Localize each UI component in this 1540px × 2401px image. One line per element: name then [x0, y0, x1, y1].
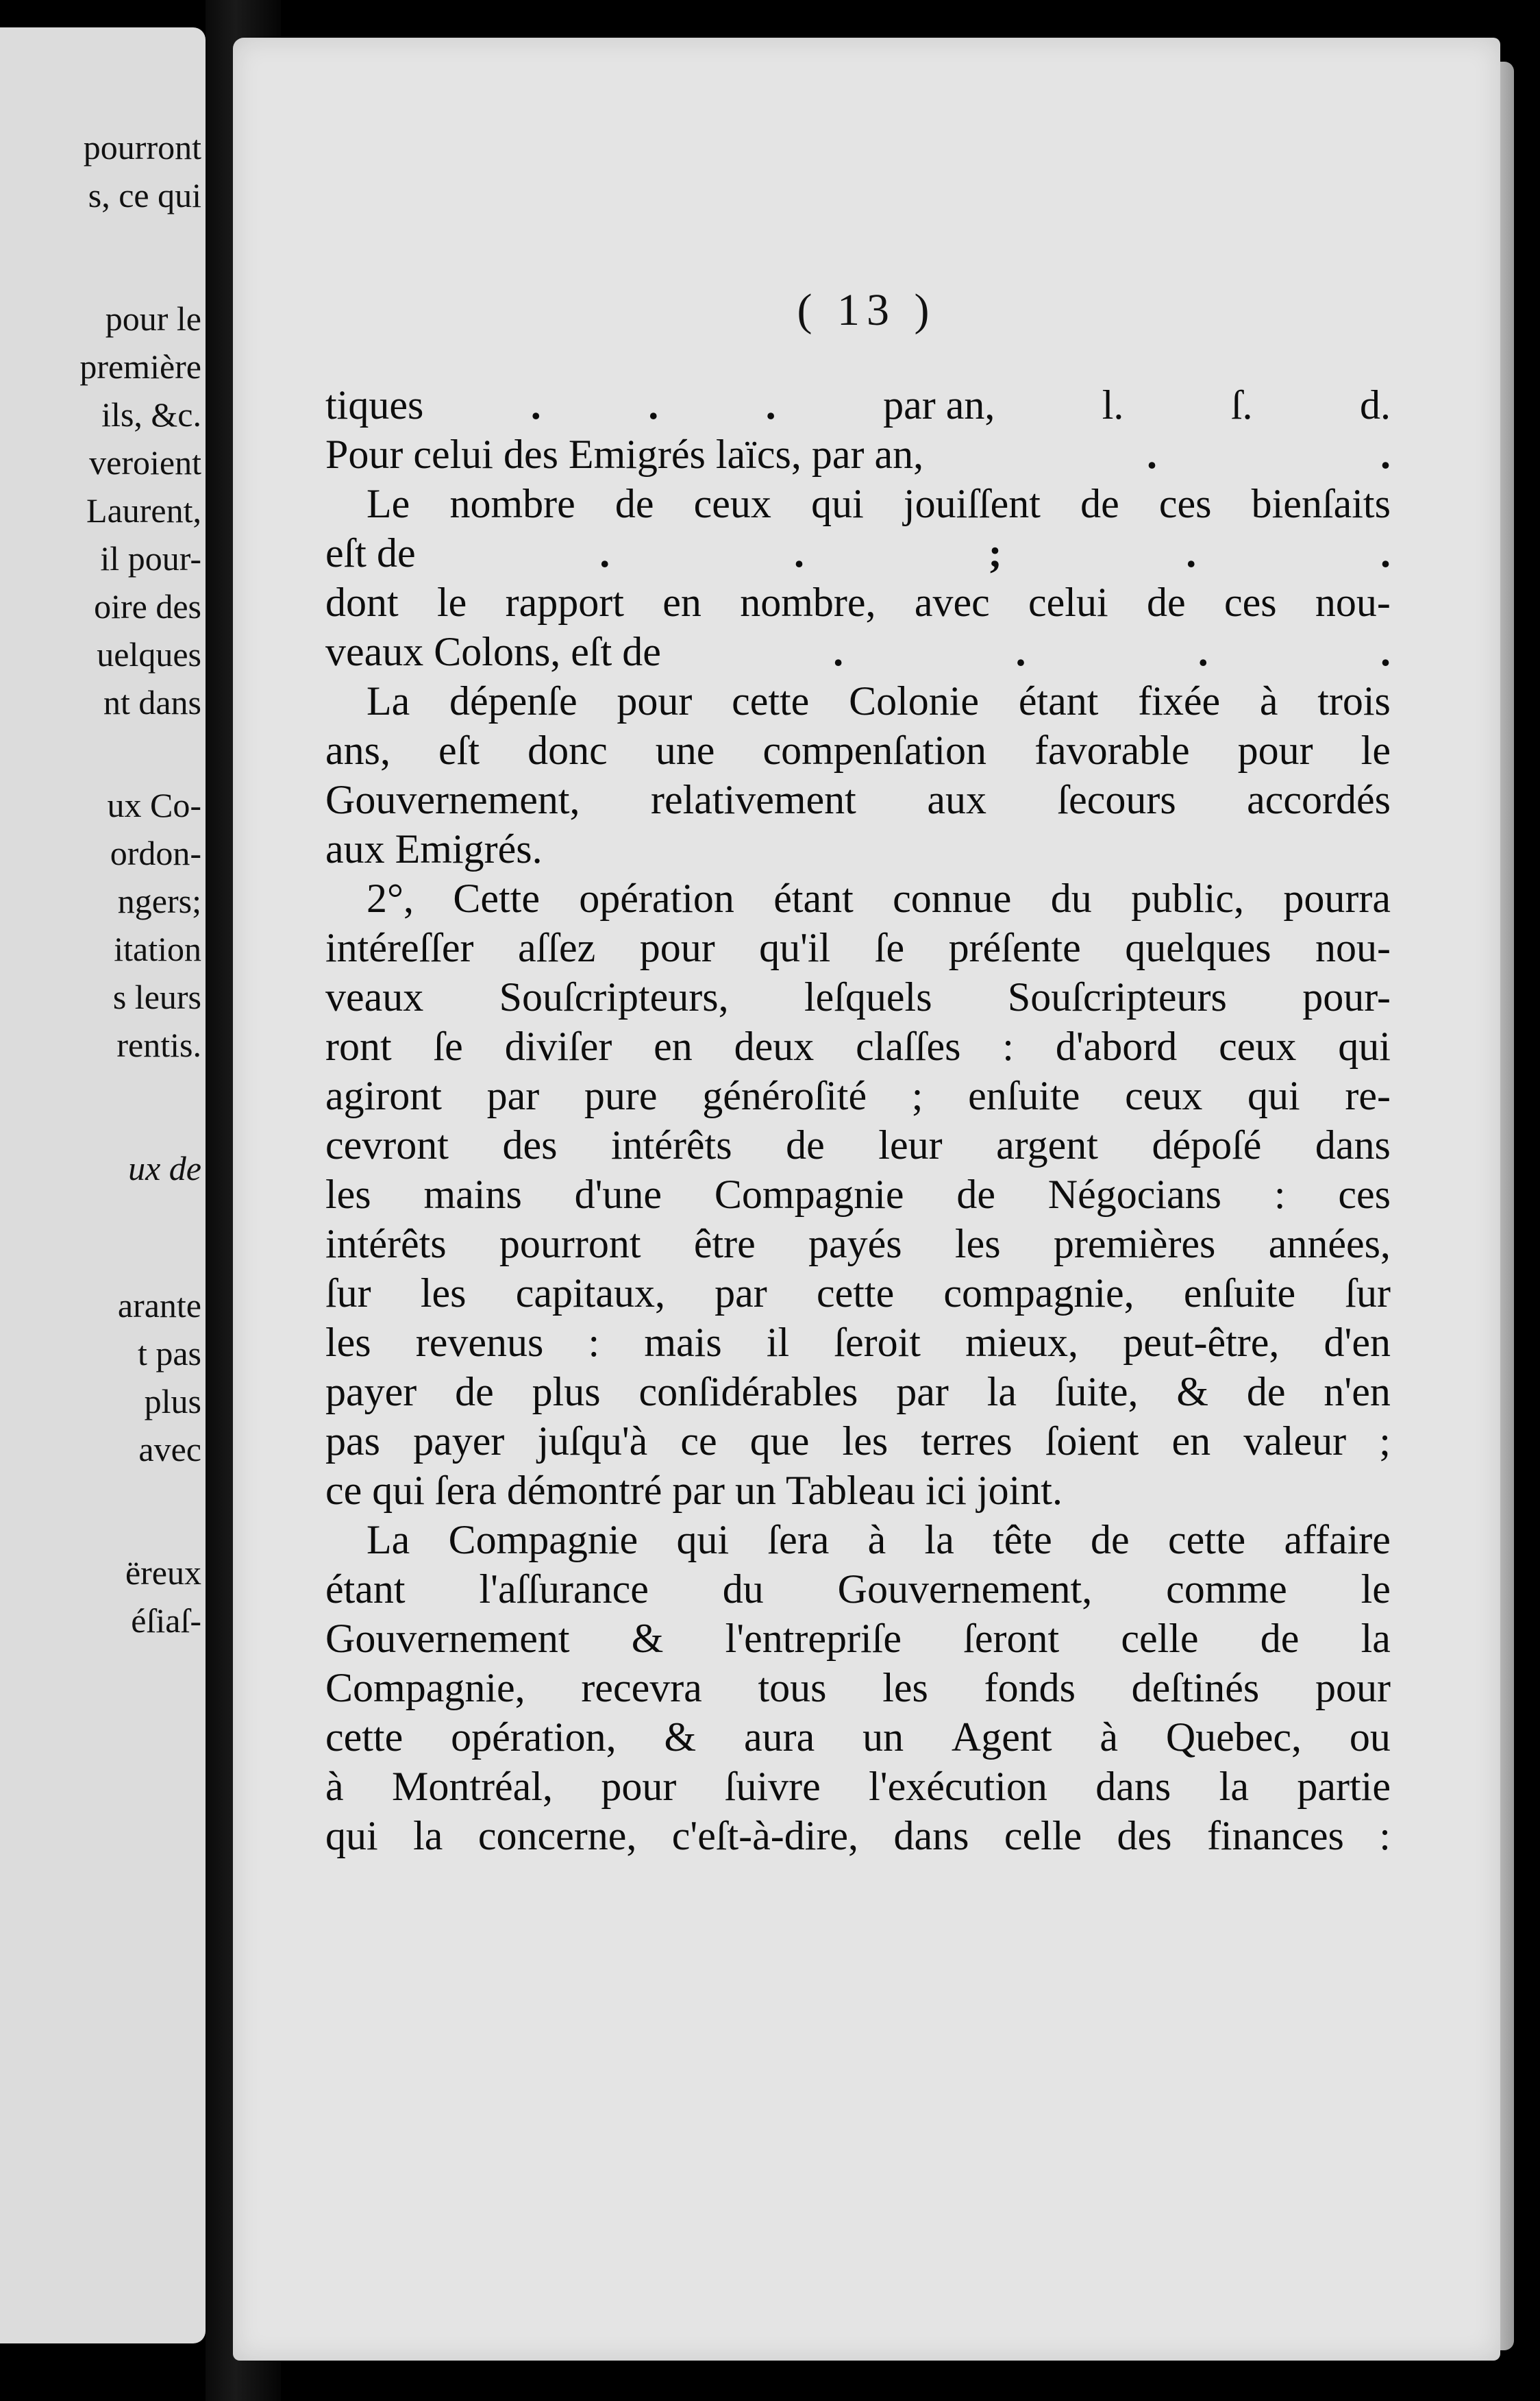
word: dépoſé — [1152, 1122, 1262, 1168]
word: & — [631, 1616, 664, 1661]
word: à — [325, 1764, 344, 1809]
line-segment: l. — [1102, 382, 1124, 428]
word: ans, — [325, 728, 390, 773]
word: ceux — [693, 481, 771, 526]
word: eſt — [438, 728, 480, 773]
left-page-line: ëreux — [125, 1553, 201, 1592]
word: cette — [325, 1714, 403, 1760]
leader-dot: . — [599, 530, 610, 576]
word: dont — [325, 580, 399, 625]
word: nou- — [1315, 580, 1391, 625]
word: connue — [893, 876, 1012, 921]
leader-dot: ; — [988, 530, 1002, 576]
word: leur — [878, 1122, 943, 1168]
word: ſur — [1345, 1270, 1391, 1316]
word: 2°, — [367, 876, 414, 921]
word: ces — [1224, 580, 1277, 625]
left-page-line: avec — [138, 1430, 201, 1468]
word: Compagnie — [714, 1172, 904, 1217]
word: enſuite — [1183, 1270, 1296, 1316]
word: agiront — [325, 1073, 442, 1118]
text-line — [325, 1811, 1391, 1860]
word: payés — [808, 1221, 902, 1266]
word: jouiſſent — [903, 481, 1041, 526]
text-line — [325, 479, 1391, 528]
word: dépenſe — [449, 678, 578, 724]
text-line — [325, 430, 1391, 479]
word: Montréal, — [392, 1764, 553, 1809]
word: quelques — [1125, 925, 1271, 970]
word: aſſez — [518, 925, 596, 970]
word: qui — [1247, 1073, 1300, 1118]
word: avec — [914, 580, 990, 625]
text-line — [325, 874, 1391, 923]
word: étant — [773, 876, 854, 921]
word: rapport — [505, 580, 624, 625]
word: ; — [911, 1073, 923, 1118]
word: claſſes — [856, 1024, 961, 1069]
word: La — [367, 1517, 410, 1562]
word: c'eſt-à-dire, — [671, 1813, 859, 1858]
left-page-line: veroient — [89, 443, 201, 482]
word: pour — [601, 1764, 677, 1809]
text-line — [325, 1466, 1391, 1515]
word: valeur — [1243, 1418, 1347, 1464]
text-line — [325, 1515, 1391, 1564]
word: d'une — [574, 1172, 662, 1217]
word: la — [413, 1813, 443, 1858]
word: d'en — [1324, 1320, 1391, 1365]
word: aura — [743, 1714, 815, 1760]
word: celle — [1121, 1616, 1199, 1661]
word: compagnie, — [943, 1270, 1134, 1316]
word: payer — [413, 1418, 505, 1464]
word: préſente — [948, 925, 1081, 970]
word: la — [986, 1369, 1017, 1414]
text-line — [325, 676, 1391, 726]
word: le — [1361, 1566, 1391, 1612]
word: de — [1080, 481, 1119, 526]
word: ſuite, — [1054, 1369, 1139, 1414]
word: de — [1091, 1517, 1130, 1562]
line-segment: eſt de — [325, 530, 416, 576]
text-line — [325, 578, 1391, 627]
text-line — [325, 824, 1391, 874]
text-line — [325, 726, 1391, 775]
word: de — [1146, 580, 1186, 625]
word: accordés — [1247, 777, 1391, 822]
word: les — [325, 1172, 371, 1217]
text-line — [325, 1318, 1391, 1367]
word: des — [502, 1122, 558, 1168]
word: en — [1171, 1418, 1211, 1464]
word: pour- — [1302, 974, 1391, 1020]
word: donc — [527, 728, 608, 773]
word: pas — [325, 1418, 380, 1464]
text-line — [325, 380, 1391, 430]
word: qui — [1338, 1024, 1391, 1069]
word: opération, — [451, 1714, 617, 1760]
word: de — [614, 481, 654, 526]
line-text: aux Emigrés. — [325, 826, 543, 872]
word: Souſcripteurs, — [499, 974, 729, 1020]
left-page-line: t pas — [137, 1334, 201, 1372]
word: par — [896, 1369, 949, 1414]
word: ſur — [325, 1270, 371, 1316]
word: de — [786, 1122, 825, 1168]
word: dans — [893, 1813, 969, 1858]
word: & — [1176, 1369, 1209, 1414]
word: ; — [1379, 1418, 1391, 1464]
left-page-line: oire des — [94, 587, 201, 626]
word: leſquels — [804, 974, 932, 1020]
leader-dot: . — [1197, 629, 1208, 674]
word: Négocians — [1047, 1172, 1222, 1217]
word: : — [1002, 1024, 1014, 1069]
word: en — [654, 1024, 693, 1069]
word: dans — [1095, 1764, 1171, 1809]
word: ou — [1349, 1714, 1391, 1760]
text-line — [325, 1022, 1391, 1071]
word: pourront — [499, 1221, 641, 1266]
leader-dot: . — [530, 382, 541, 428]
word: relativement — [651, 777, 856, 822]
word: à — [1259, 678, 1278, 724]
word: concerne, — [477, 1813, 637, 1858]
word: des — [1117, 1813, 1172, 1858]
leader-dot: . — [833, 629, 844, 674]
left-page-line: il pour- — [100, 539, 201, 578]
word: pour — [1237, 728, 1313, 773]
text-line — [325, 627, 1391, 676]
word: le — [437, 580, 467, 625]
word: les — [882, 1665, 928, 1710]
word: deux — [734, 1024, 815, 1069]
text-line — [325, 923, 1391, 972]
word: de — [455, 1369, 494, 1414]
word: diviſer — [504, 1024, 612, 1069]
word: argent — [996, 1122, 1098, 1168]
left-page-line: ils, &c. — [101, 395, 201, 434]
left-page-line: première — [79, 347, 201, 386]
word: ront — [325, 1024, 392, 1069]
left-page-line: éſiaſ- — [131, 1601, 201, 1640]
word: & — [664, 1714, 697, 1760]
left-page-line: arante — [117, 1286, 201, 1325]
word: intérêts — [610, 1122, 732, 1168]
left-page-line: uelques — [97, 635, 201, 674]
word: ſuivre — [724, 1764, 821, 1809]
word: celui — [1028, 580, 1108, 625]
word: pure — [584, 1073, 658, 1118]
word: qui — [676, 1517, 730, 1562]
left-page-line: s, ce qui — [88, 176, 201, 214]
word: par — [715, 1270, 767, 1316]
left-page-line: rentis. — [116, 1026, 201, 1064]
word: enſuite — [968, 1073, 1080, 1118]
word: qu'il — [759, 925, 831, 970]
text-line — [325, 775, 1391, 824]
word: payer — [325, 1369, 417, 1414]
line-segment: veaux Colons, eſt de — [325, 629, 661, 674]
word: d'abord — [1055, 1024, 1178, 1069]
word: re- — [1345, 1073, 1391, 1118]
word: être — [693, 1221, 756, 1266]
word: mains — [423, 1172, 522, 1217]
text-line — [325, 1663, 1391, 1712]
word: de — [956, 1172, 995, 1217]
word: premières — [1053, 1221, 1216, 1266]
word: cevront — [325, 1122, 449, 1168]
text-line — [325, 1367, 1391, 1416]
word: du — [1050, 876, 1092, 921]
word: celle — [1004, 1813, 1082, 1858]
word: ſoient — [1045, 1418, 1139, 1464]
line-segment: ſ. — [1230, 382, 1253, 428]
word: recevra — [581, 1665, 702, 1710]
word: opération — [579, 876, 734, 921]
left-page-line: s leurs — [112, 978, 201, 1016]
page — [233, 38, 1500, 2361]
word: tête — [993, 1517, 1052, 1562]
word: la — [924, 1517, 954, 1562]
left-page-line: Laurent, — [86, 491, 201, 530]
word: l'aſſurance — [479, 1566, 649, 1612]
left-page-line: ordon- — [110, 834, 201, 872]
left-page-line: ngers; — [117, 882, 201, 920]
word: cette — [816, 1270, 895, 1316]
word: Compagnie, — [325, 1665, 525, 1710]
word: Compagnie — [448, 1517, 638, 1562]
word: étant — [325, 1566, 406, 1612]
text-line — [325, 1762, 1391, 1811]
word: années, — [1268, 1221, 1391, 1266]
word: dans — [1315, 1122, 1391, 1168]
word: le — [1361, 728, 1391, 773]
word: compenſation — [762, 728, 987, 773]
line-segment: par an, — [883, 382, 995, 428]
word: terres — [921, 1418, 1013, 1464]
word: Souſcripteurs — [1007, 974, 1227, 1020]
word: mieux, — [965, 1320, 1079, 1365]
left-page-line: plus — [144, 1382, 201, 1420]
left-page-line: ux de — [128, 1149, 201, 1187]
word: cette — [732, 678, 810, 724]
word: peut-être, — [1123, 1320, 1280, 1365]
previous-page — [0, 27, 206, 2343]
leader-dot: . — [648, 382, 659, 428]
line-segment: tiques — [325, 382, 424, 428]
word: Colonie — [849, 678, 980, 724]
word: pour — [1315, 1665, 1391, 1710]
word: mais — [644, 1320, 722, 1365]
leader-dot: . — [1015, 629, 1026, 674]
leader-dot: . — [1380, 432, 1391, 477]
word: un — [862, 1714, 904, 1760]
word: : — [588, 1320, 600, 1365]
word: à — [867, 1517, 886, 1562]
word: Quebec, — [1165, 1714, 1302, 1760]
word: fixée — [1138, 678, 1221, 724]
word: Gouvernement — [325, 1616, 570, 1661]
word: Agent — [951, 1714, 1052, 1760]
word: nou- — [1315, 925, 1391, 970]
word: de — [1246, 1369, 1286, 1414]
leader-dot: . — [1186, 530, 1197, 576]
word: du — [722, 1566, 764, 1612]
word: ſecours — [1057, 777, 1176, 822]
word: juſqu'à — [537, 1418, 648, 1464]
left-page-line: itation — [114, 930, 201, 968]
leader-dot: . — [765, 382, 776, 428]
word: Le — [367, 481, 410, 526]
word: aux — [927, 777, 986, 822]
line-segment: Pour celui des Emigrés laïcs, par an, — [325, 432, 924, 477]
word: ſeront — [963, 1616, 1060, 1661]
word: bienſaits — [1251, 481, 1391, 526]
word: favorable — [1034, 728, 1190, 773]
word: partie — [1297, 1764, 1391, 1809]
text-line — [325, 528, 1391, 578]
line-segment: d. — [1359, 382, 1391, 428]
word: ſeroit — [834, 1320, 921, 1365]
word: la — [1361, 1616, 1391, 1661]
word: ſera — [767, 1517, 830, 1562]
word: qui — [325, 1813, 378, 1858]
word: : — [1379, 1813, 1391, 1858]
word: ceux — [1219, 1024, 1297, 1069]
left-page-line: ux Co- — [107, 786, 201, 824]
word: deſtinés — [1131, 1665, 1260, 1710]
word: les — [325, 1320, 371, 1365]
word: en — [662, 580, 701, 625]
word: intérêts — [325, 1221, 447, 1266]
page-number: ( 13 ) — [797, 285, 936, 335]
word: cette — [1167, 1517, 1246, 1562]
word: ceux — [1125, 1073, 1203, 1118]
text-line — [325, 1071, 1391, 1120]
text-line — [325, 1268, 1391, 1318]
left-page-line: nt dans — [103, 683, 201, 722]
word: à — [1100, 1714, 1118, 1760]
leader-dot: . — [793, 530, 804, 576]
word: capitaux, — [515, 1270, 665, 1316]
text-line — [325, 1712, 1391, 1762]
word: La — [367, 678, 410, 724]
word: comme — [1166, 1566, 1287, 1612]
word: ſe — [874, 925, 905, 970]
word: qui — [811, 481, 864, 526]
word: Cette — [453, 876, 540, 921]
word: finances — [1206, 1813, 1344, 1858]
leader-dot: . — [1380, 629, 1391, 674]
word: Gouvernement, — [325, 777, 580, 822]
word: : — [1274, 1172, 1286, 1217]
leader-dot: . — [1147, 432, 1158, 477]
word: étant — [1018, 678, 1099, 724]
leader-dot: . — [1380, 530, 1391, 576]
word: conſidérables — [638, 1369, 858, 1414]
word: public, — [1131, 876, 1245, 921]
word: trois — [1317, 678, 1391, 724]
word: intéreſſer — [325, 925, 474, 970]
body-text — [325, 380, 1391, 1860]
word: pourra — [1283, 876, 1391, 921]
word: Gouvernement, — [837, 1566, 1093, 1612]
word: l'exécution — [869, 1764, 1047, 1809]
left-page-line: pourront — [83, 128, 201, 167]
text-line — [325, 1614, 1391, 1663]
text-line — [325, 1219, 1391, 1268]
word: n'en — [1324, 1369, 1391, 1414]
text-line — [325, 1564, 1391, 1614]
word: les — [842, 1418, 889, 1464]
word: veaux — [325, 974, 424, 1020]
text-line — [325, 1416, 1391, 1466]
word: ces — [1338, 1172, 1391, 1217]
word: une — [655, 728, 715, 773]
word: fonds — [984, 1665, 1076, 1710]
word: de — [1260, 1616, 1300, 1661]
word: généroſité — [702, 1073, 867, 1118]
text-line — [325, 972, 1391, 1022]
word: nombre, — [740, 580, 876, 625]
line-text: ce qui ſera démontré par un Tableau ici joint. — [325, 1468, 1063, 1513]
text-line — [325, 1170, 1391, 1219]
word: par — [486, 1073, 540, 1118]
word: revenus — [415, 1320, 544, 1365]
text-line — [325, 1120, 1391, 1170]
word: les — [954, 1221, 1001, 1266]
word: nombre — [449, 481, 575, 526]
word: pour — [617, 678, 693, 724]
word: tous — [758, 1665, 827, 1710]
word: l'entrepriſe — [725, 1616, 902, 1661]
word: il — [766, 1320, 790, 1365]
left-page-line: pour le — [105, 299, 201, 338]
word: que — [749, 1418, 810, 1464]
word: ce — [680, 1418, 717, 1464]
word: pour — [639, 925, 715, 970]
word: ſe — [433, 1024, 463, 1069]
word: les — [420, 1270, 467, 1316]
word: la — [1219, 1764, 1249, 1809]
word: plus — [532, 1369, 601, 1414]
word: ces — [1158, 481, 1212, 526]
word: affaire — [1284, 1517, 1391, 1562]
